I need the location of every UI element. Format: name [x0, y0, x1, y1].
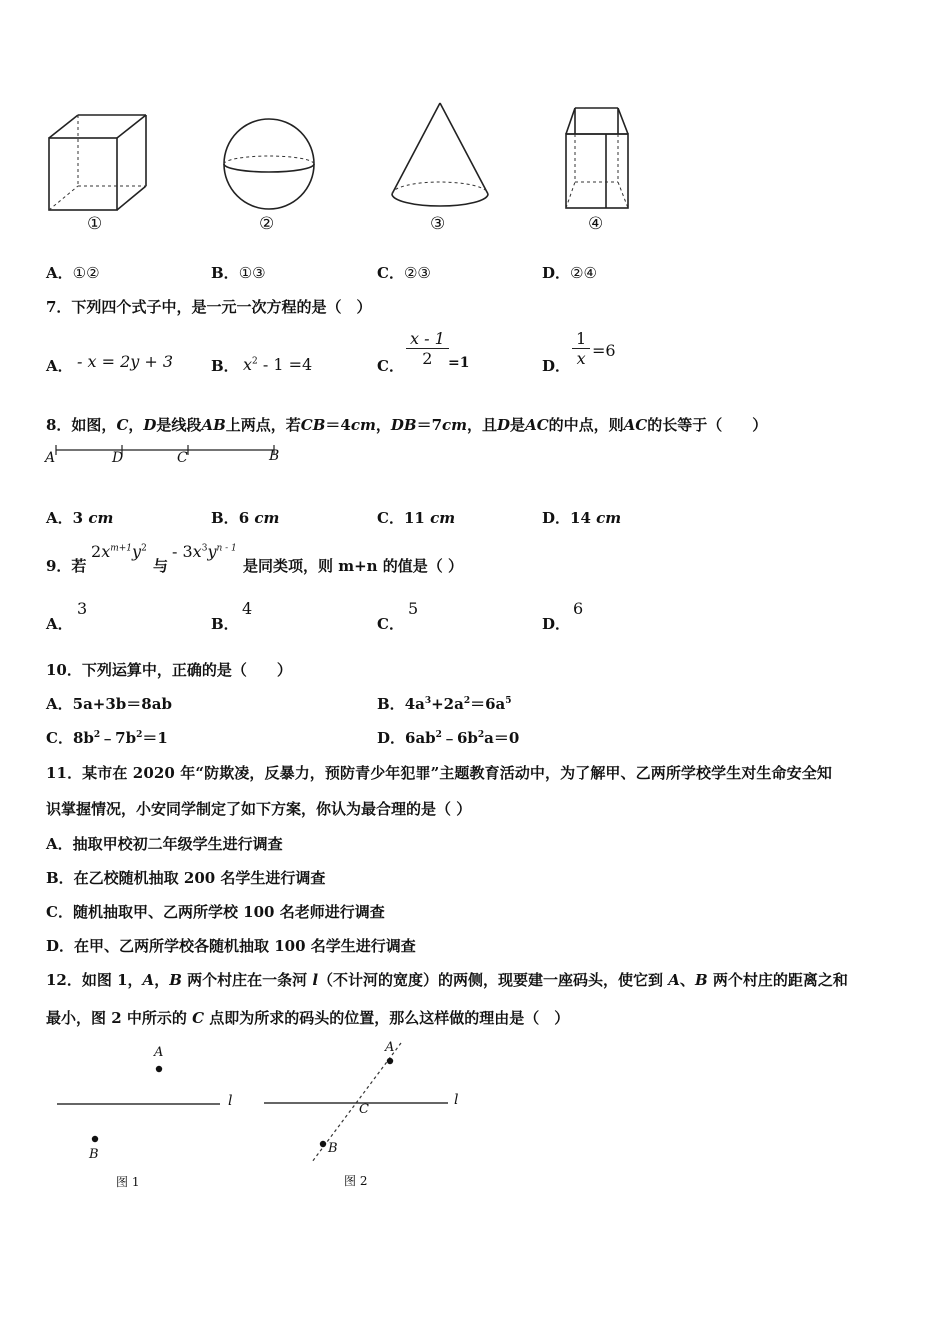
q10-option-c[interactable]: C．$8b^2﹣7b^2=1$ — [46, 729, 168, 747]
q7-option-b-expr: $x^2 - 1 =4$ — [243, 355, 313, 374]
q12-fig1-label-a: A — [154, 1045, 164, 1060]
prism-figure — [562, 104, 636, 214]
q12-stem-line-2: 最小，图 2 中所示的 C 点即为所求的码头的位置，那么这样做的理由是（ ） — [46, 1009, 570, 1027]
shape-label-3: ③ — [430, 214, 446, 234]
q12-fig2-label-c: C — [359, 1102, 369, 1117]
q8-point-d: D — [112, 450, 124, 466]
q6-option-c[interactable]: C．②③ — [377, 264, 431, 282]
q9-option-d-value: 6 — [573, 599, 584, 618]
q7-option-a-expr: - x = 2y + 3 — [77, 352, 174, 371]
q12-stem-line-1: 12．如图 1，A，B 两个村庄在一条河 l（不计河的宽度）的两侧，现要建一座码头，使它到 A、B 两个村庄的距离之和 — [46, 971, 848, 989]
q7-option-d-rest: =6 — [592, 341, 616, 360]
q12-fig1-label-l: l — [228, 1093, 233, 1109]
q8-segment-figure — [44, 442, 284, 470]
q9-option-c-value: 5 — [408, 599, 419, 618]
q7-option-c-fraction: $\frac{x - 1}{2}$ — [406, 329, 449, 368]
q9-option-b-value: 4 — [242, 599, 253, 618]
shape-label-2: ② — [259, 214, 275, 234]
q7-option-c-rest: =1 — [448, 355, 470, 371]
q11-stem-line-1: 11．某市在 2020 年“防欺凌，反暴力，预防青少年犯罪”主题教育活动中，为了解甲、乙两所学校学生对生命安全知 — [46, 764, 832, 782]
q12-fig1-caption: 图 1 — [116, 1175, 140, 1189]
q8-point-b: B — [269, 448, 280, 464]
q9-stem-end: 是同类项，则 m+n 的值是（ ） — [243, 557, 464, 575]
q10-option-b[interactable]: B．$4a^3+2a^2=6a^5$ — [377, 695, 512, 713]
q12-fig2-caption: 图 2 — [344, 1174, 368, 1188]
sphere-figure — [222, 118, 318, 214]
q9-option-d[interactable]: D． — [542, 615, 571, 633]
q9-option-a[interactable]: A． — [46, 615, 73, 633]
shape-label-4: ④ — [588, 214, 604, 234]
q8-option-d[interactable]: D．14 cm — [542, 509, 622, 527]
q8-option-b[interactable]: B．6 cm — [211, 509, 280, 527]
q11-option-c[interactable]: C．随机抽取甲、乙两所学校 100 名老师进行调查 — [46, 903, 385, 921]
q12-figure-1 — [50, 1040, 250, 1190]
q11-option-a[interactable]: A．抽取甲校初二年级学生进行调查 — [46, 835, 283, 853]
q7-option-d-fraction: $\frac{1}{x}$ — [572, 329, 590, 368]
q9-option-c[interactable]: C． — [377, 615, 404, 633]
q10-option-a[interactable]: A．5a+3b＝8ab — [46, 695, 172, 713]
q6-option-a[interactable]: A．①② — [46, 264, 100, 282]
q7-option-a[interactable]: A． — [46, 357, 73, 375]
cube-figure — [40, 108, 160, 218]
q9-option-b[interactable]: B． — [211, 615, 239, 633]
q8-option-a[interactable]: A．3 cm — [46, 509, 114, 527]
q8-point-c: C — [177, 450, 188, 466]
q11-option-b[interactable]: B．在乙校随机抽取 200 名学生进行调查 — [46, 869, 326, 887]
q7-option-b[interactable]: B． — [211, 357, 239, 375]
q8-stem: 8．如图，C，D是线段AB上两点，若CB＝4cm，DB＝7cm，且D是AC的中点，则AC的长等于（ ） — [46, 416, 768, 434]
shape-label-1: ① — [87, 214, 103, 234]
q12-fig2-label-b: B — [328, 1141, 338, 1156]
q8-point-a: A — [45, 450, 56, 466]
q6-option-d[interactable]: D．②④ — [542, 264, 597, 282]
q11-stem-line-2: 识掌握情况，小安同学制定了如下方案，你认为最合理的是（ ） — [46, 800, 472, 818]
q9-term-1: $2x^{m+1}y^2$ — [91, 542, 147, 561]
cone-figure — [390, 100, 494, 212]
q12-fig2-label-l: l — [454, 1092, 459, 1108]
q10-option-d[interactable]: D．$6ab^2﹣6b^2a=0$ — [377, 729, 520, 747]
q8-option-c[interactable]: C．11 cm — [377, 509, 456, 527]
q7-option-c[interactable]: C． — [377, 357, 404, 375]
q6-option-b[interactable]: B．①③ — [211, 264, 266, 282]
q12-fig2-label-a: A — [385, 1040, 395, 1055]
q9-stem-with: 与 — [153, 557, 169, 575]
q9-term-2: - $3x^3y^{n - 1}$ — [172, 542, 237, 561]
q11-option-d[interactable]: D．在甲、乙两所学校各随机抽取 100 名学生进行调查 — [46, 937, 416, 955]
q7-stem: 7．下列四个式子中，是一元一次方程的是（ ） — [46, 298, 372, 316]
q9-stem-start: 9．若 — [46, 557, 87, 575]
q10-stem: 10．下列运算中，正确的是（ ） — [46, 661, 292, 679]
q9-option-a-value: 3 — [77, 599, 88, 618]
q7-option-d[interactable]: D． — [542, 357, 571, 375]
q12-fig1-label-b: B — [89, 1147, 99, 1162]
